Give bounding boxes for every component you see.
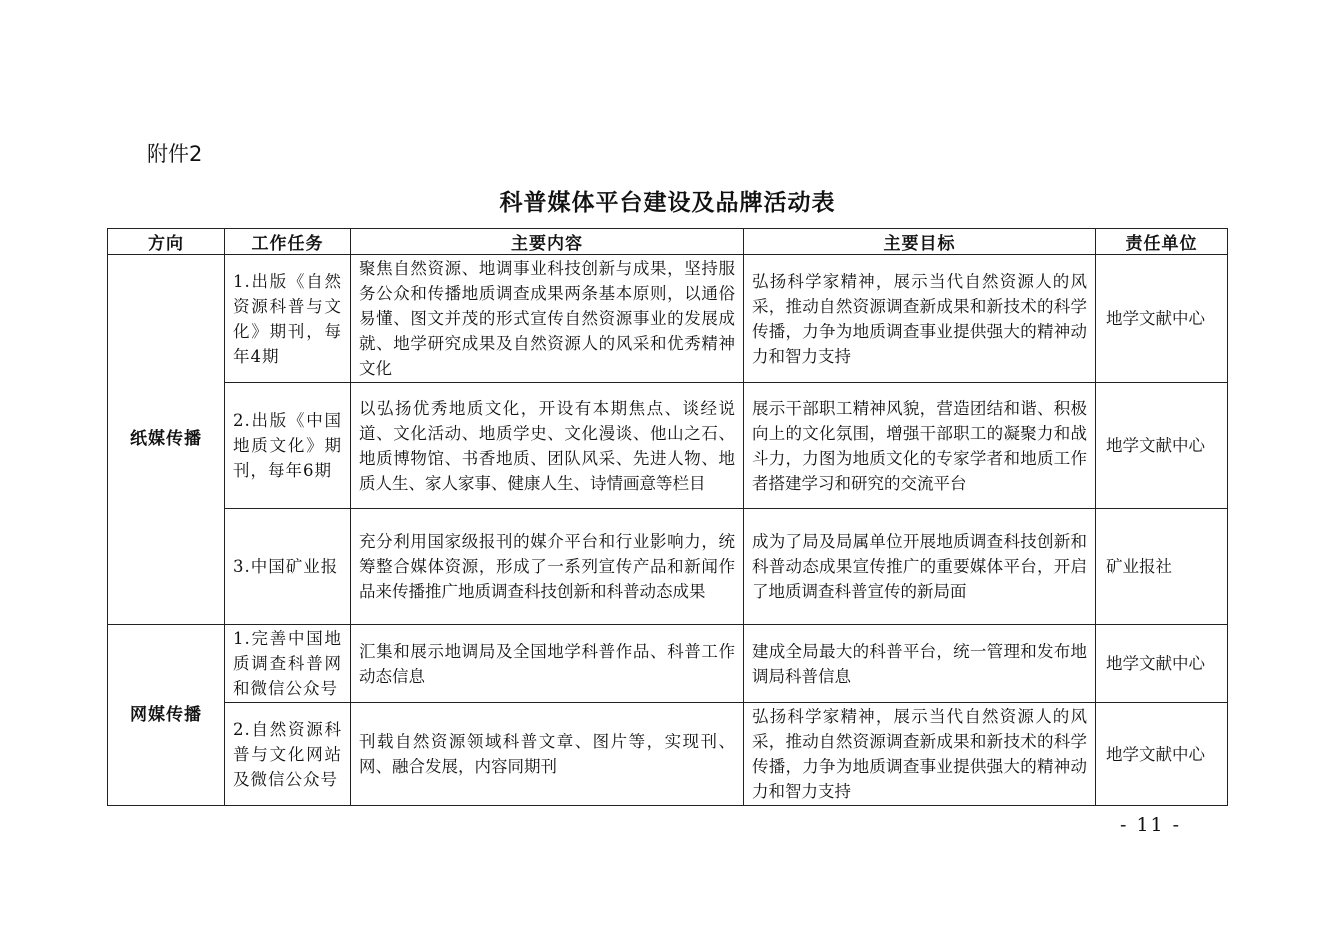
unit-cell: 地学文献中心 bbox=[1096, 383, 1228, 509]
content-cell: 充分利用国家级报刊的媒介平台和行业影响力，统筹整合媒体资源，形成了一系列宣传产品和新闻作品来传播推广地质调查科技创新和科普动态成果 bbox=[351, 509, 744, 625]
goal-cell: 弘扬科学家精神，展示当代自然资源人的风采，推动自然资源调查新成果和新技术的科学传播，力争为地质调查事业提供强大的精神动力和智力支持 bbox=[744, 703, 1096, 806]
task-cell: 2.出版《中国地质文化》期刊，每年6期 bbox=[225, 383, 351, 509]
goal-cell: 弘扬科学家精神，展示当代自然资源人的风采，推动自然资源调查新成果和新技术的科学传播，力争为地质调查事业提供强大的精神动力和智力支持 bbox=[744, 255, 1096, 383]
content-cell: 刊载自然资源领域科普文章、图片等，实现刊、网、融合发展，内容同期刊 bbox=[351, 703, 744, 806]
attachment-label: 附件2 bbox=[147, 142, 203, 166]
goal-cell: 展示干部职工精神风貌，营造团结和谐、积极向上的文化氛围，增强干部职工的凝聚力和战斗力，力图为地质文化的专家学者和地质工作者搭建学习和研究的交流平台 bbox=[744, 383, 1096, 509]
goal-cell: 建成全局最大的科普平台，统一管理和发布地调局科普信息 bbox=[744, 625, 1096, 703]
unit-cell: 地学文献中心 bbox=[1096, 255, 1228, 383]
content-cell: 汇集和展示地调局及全国地学科普作品、科普工作动态信息 bbox=[351, 625, 744, 703]
task-cell: 2.自然资源科普与文化网站及微信公众号 bbox=[225, 703, 351, 806]
task-cell: 1.完善中国地质调查科普网和微信公众号 bbox=[225, 625, 351, 703]
direction-cell: 网媒传播 bbox=[108, 625, 225, 806]
activity-table bbox=[107, 228, 1228, 806]
header-content: 主要内容 bbox=[351, 229, 744, 255]
header-unit: 责任单位 bbox=[1096, 229, 1228, 255]
header-task: 工作任务 bbox=[225, 229, 351, 255]
table-row bbox=[108, 509, 1228, 625]
table-row bbox=[108, 625, 1228, 703]
header-goal: 主要目标 bbox=[744, 229, 1096, 255]
goal-cell: 成为了局及局属单位开展地质调查科技创新和科普动态成果宣传推广的重要媒体平台，开启了地质调查科普宣传的新局面 bbox=[744, 509, 1096, 625]
unit-cell: 地学文献中心 bbox=[1096, 703, 1228, 806]
header-direction: 方向 bbox=[108, 229, 225, 255]
content-cell: 以弘扬优秀地质文化，开设有本期焦点、谈经说道、文化活动、地质学史、文化漫谈、他山之石、地质博物馆、书香地质、团队风采、先进人物、地质人生、家人家事、健康人生、诗情画意等栏目 bbox=[351, 383, 744, 509]
page-number: - 11 - bbox=[1120, 814, 1182, 836]
document-title: 科普媒体平台建设及品牌活动表 bbox=[499, 189, 836, 216]
unit-cell: 矿业报社 bbox=[1096, 509, 1228, 625]
content-cell: 聚焦自然资源、地调事业科技创新与成果，坚持服务公众和传播地质调查成果两条基本原则，以通俗易懂、图文并茂的形式宣传自然资源事业的发展成就、地学研究成果及自然资源人的风采和优秀精神文化 bbox=[351, 255, 744, 383]
task-cell: 3.中国矿业报 bbox=[225, 509, 351, 625]
table-row bbox=[108, 383, 1228, 509]
table-row bbox=[108, 703, 1228, 806]
table-row bbox=[108, 255, 1228, 383]
unit-cell: 地学文献中心 bbox=[1096, 625, 1228, 703]
direction-cell: 纸媒传播 bbox=[108, 255, 225, 625]
task-cell: 1.出版《自然资源科普与文化》期刊，每年4期 bbox=[225, 255, 351, 383]
table-header-row bbox=[108, 229, 1228, 255]
